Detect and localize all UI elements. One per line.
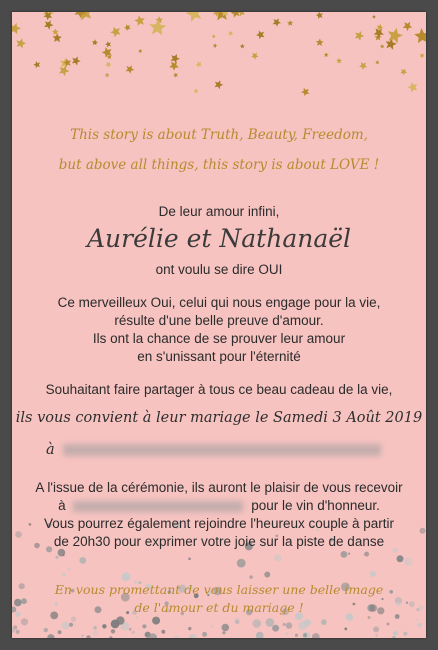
glitter-dot [368,616,371,619]
glitter-dot [298,621,307,630]
paragraph-line-1: Ce merveilleux Oui, celui qui nous engage pour la vie, [57,295,381,310]
intro-text: De leur amour infini, [158,204,280,219]
star-icon [336,58,342,64]
glitter-dot [116,616,124,624]
reception-line-1: A l'issue de la cérémonie, ils auront le plaisir de vous recevoir [35,480,403,495]
glitter-dot [266,618,275,627]
glitter-dot [375,634,377,636]
glitter-dot [283,623,286,626]
glitter-dot [235,620,240,625]
glitter-dot [404,558,412,566]
star-icon [372,15,376,19]
glitter-dot [102,624,106,628]
star-icon [52,29,59,36]
star-icon [251,53,259,60]
star-icon [408,82,418,92]
glitter-dot [74,625,76,627]
location-prefix: à [46,442,55,458]
star-icon [359,62,367,70]
star-icon [316,38,324,46]
redacted-venue [73,501,243,512]
glitter-dot [58,630,62,634]
star-icon [193,88,198,93]
oui-text: ont voulu se dire OUI [155,262,283,277]
glitter-dot [264,572,270,578]
paragraph-line-2: résulte d'une belle preuve d'amour. [114,313,324,328]
glitter-dot [415,619,417,621]
glitter-dot [249,575,252,578]
glitter-dot [272,625,279,632]
glitter-dot [47,634,54,638]
star-icon [44,20,53,30]
glitter-dot [397,555,404,562]
glitter-dot [252,619,261,628]
glitter-dot [93,631,98,636]
star-icon [375,60,379,64]
glitter-dot [109,636,112,638]
star-icon [287,20,293,26]
star-icon [400,69,407,76]
star-icon [380,44,384,49]
glitter-dot [188,558,191,561]
star-icon [273,18,282,27]
star-icon [171,54,180,63]
glitter-dot [312,633,320,638]
location-line [46,442,406,458]
star-icon [110,27,120,38]
star-icon [240,44,245,49]
star-icon [196,61,202,67]
glitter-dot [55,556,58,559]
glitter-dot [348,553,350,555]
star-icon [215,80,224,89]
star-icon [212,34,216,38]
glitter-dot [341,551,348,558]
glitter-dot [344,628,347,631]
reception-line-4: de 20h30 pour exprimer votre joie sur la piste de danse [53,534,385,549]
glitter-dot [222,631,225,634]
closing-line-2: de l'amour et du mariage ! [134,600,304,615]
star-icon [126,65,135,74]
glitter-dot [82,635,84,637]
star-icon [33,61,40,68]
star-icon [414,28,426,43]
glitter-dot [392,636,396,638]
star-icon [105,41,111,47]
star-icon [213,43,218,48]
star-icon [173,73,178,78]
glitter-dot [189,634,197,638]
glitter-dot [44,628,48,632]
reception-suffix: pour le vin d'honneur. [251,498,380,513]
invite-date-text: ils vous convient à leur mariage le Samedi 3 Août 2019 [15,410,423,426]
glitter-dot [16,630,20,634]
star-icon [316,12,323,19]
glitter-dot [417,623,421,627]
glitter-dot [403,632,407,636]
star-icon [92,39,98,45]
glitter-dot [321,619,327,625]
star-icon [16,38,26,48]
star-icon [231,12,241,18]
glitter-dot [274,554,281,561]
glitter-dot [210,625,213,628]
glitter-dot [188,627,191,630]
quote-line-1: This story is about Truth, Beauty, Freedom, [70,127,368,143]
glitter-dot [71,616,76,621]
paragraph-line-4: en s'unissant pour l'éternité [137,349,301,364]
star-icon [420,53,425,58]
glitter-dot [86,635,90,638]
glitter-dot [373,626,379,632]
star-icon [138,49,142,53]
glitter-dot [370,571,376,577]
redacted-location [63,444,381,456]
glitter-dot [256,632,264,638]
glitter-dot [122,572,131,581]
star-icon [72,56,81,65]
glitter-dot [132,631,135,634]
glitter-dot [62,573,65,576]
reception-prefix: à [58,498,66,513]
couple-names: Aurélie et Nathanaël [86,224,352,253]
glitter-dot [174,635,179,638]
star-icon [186,12,202,22]
glitter-dot [285,632,288,635]
star-icon [124,24,131,31]
reception-line-2 [12,498,426,513]
glitter-dot [69,623,73,627]
glitter-dot [161,630,165,634]
invitation-card [12,12,426,638]
glitter-dot [62,554,64,556]
glitter-dot [349,616,351,618]
quote-line-2: but above all things, this story is about LOVE ! [58,157,380,173]
star-icon [150,19,167,35]
closing-line-1: En vous promettant de vous laisser une belle image [54,582,384,597]
star-icon [355,31,364,41]
star-icon [256,31,265,40]
glitter-dot [202,632,207,637]
glitter-dot [79,557,86,564]
glitter-dot [303,633,307,637]
star-icon [324,52,329,57]
star-icon [301,88,309,96]
glitter-dot [286,622,292,628]
star-icon [228,31,233,36]
glitter-dot [393,631,398,636]
gold-star-confetti [12,12,426,102]
glitter-dot [142,624,146,628]
reception-line-3: Vous pourrez également rejoindre l'heureux couple à partir [43,516,395,531]
star-icon [105,73,110,78]
glitter-dot [222,624,230,632]
glitter-dot [386,623,389,626]
star-icon [403,22,413,31]
glitter-dot [364,552,369,557]
star-icon [374,28,385,38]
glitter-dot [152,617,160,625]
glitter-dot [21,618,28,625]
glitter-dot [111,629,115,633]
glitter-dot [135,616,137,618]
star-icon [169,62,179,71]
star-icon [105,62,111,68]
share-text: Souhaitant faire partager à tous ce beau cadeau de la vie, [45,382,393,397]
glitter-dot [62,622,69,629]
star-icon [12,23,21,35]
glitter-dot [129,628,132,631]
paragraph-line-3: Ils ont la chance de se prouver leur amour [92,331,346,346]
glitter-dot [237,559,246,568]
glitter-dot [93,626,96,629]
glitter-dot [295,634,298,637]
star-icon [134,15,145,26]
glitter-dot [68,568,71,571]
star-icon [59,66,69,77]
